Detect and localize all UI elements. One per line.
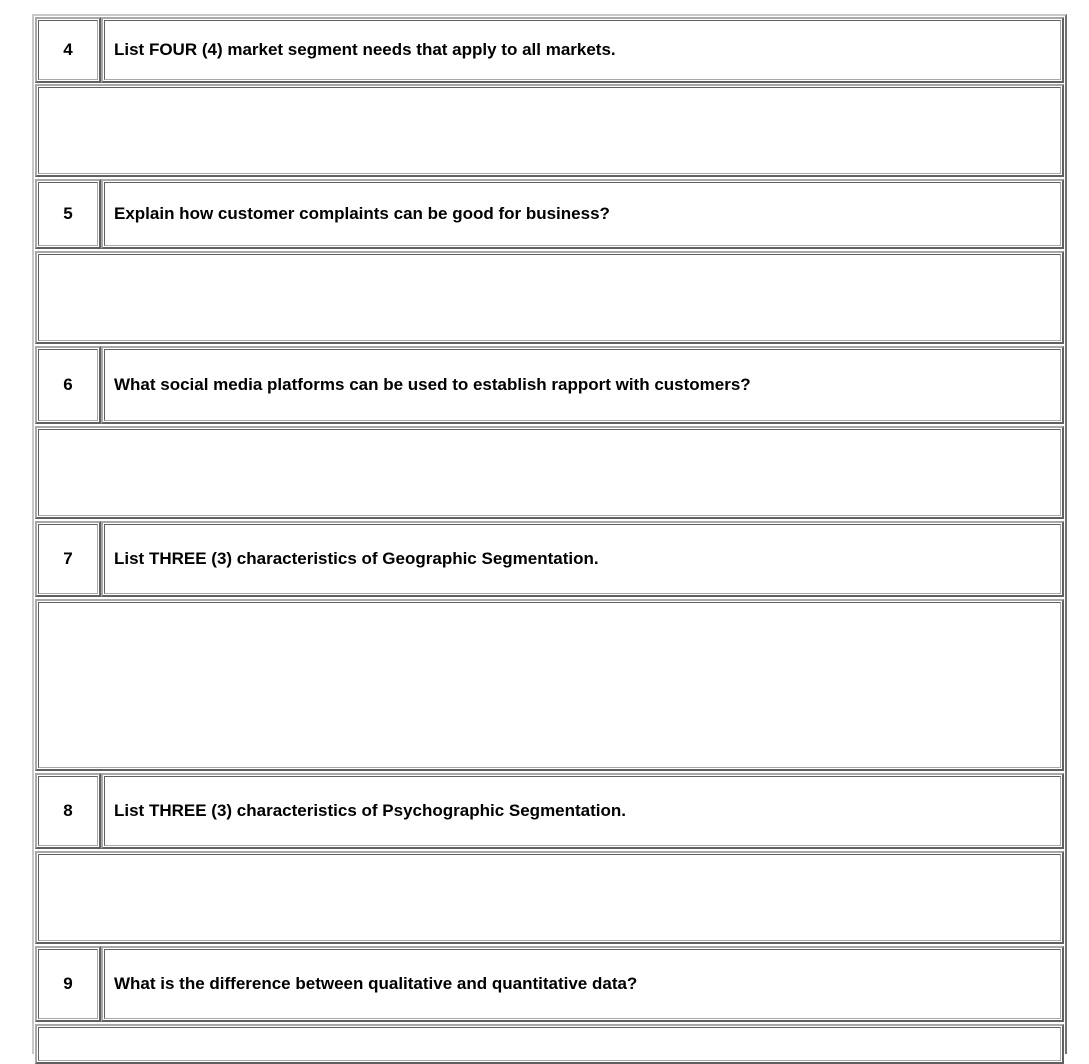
question-text: Explain how customer complaints can be good for business? xyxy=(114,204,610,223)
question-number-cell xyxy=(35,179,101,249)
question-text-cell xyxy=(101,773,1064,849)
question-number: 5 xyxy=(63,204,73,223)
question-number: 6 xyxy=(63,375,73,394)
question-number-cell xyxy=(35,946,101,1022)
question-text: What is the difference between qualitative and quantitative data? xyxy=(114,974,638,993)
question-number: 9 xyxy=(63,974,73,993)
answer-cell[interactable] xyxy=(35,851,1064,944)
question-number-cell xyxy=(35,773,101,849)
question-text-cell xyxy=(101,521,1064,597)
question-text-cell xyxy=(101,946,1064,1022)
question-number-cell xyxy=(35,17,101,83)
question-number: 7 xyxy=(63,549,73,568)
answer-cell[interactable] xyxy=(35,426,1064,519)
answer-cell[interactable] xyxy=(35,599,1064,771)
answer-cell[interactable] xyxy=(35,84,1064,177)
question-text: List THREE (3) characteristics of Psychographic Segmentation. xyxy=(114,801,627,820)
question-text-cell xyxy=(101,179,1064,249)
question-text: What social media platforms can be used to establish rapport with customers? xyxy=(114,375,751,394)
question-text-cell xyxy=(101,346,1064,424)
question-text-cell xyxy=(101,17,1064,83)
answer-cell[interactable] xyxy=(35,1024,1064,1064)
question-text: List THREE (3) characteristics of Geographic Segmentation. xyxy=(114,549,599,568)
question-text: List FOUR (4) market segment needs that apply to all markets. xyxy=(114,40,616,59)
question-number: 4 xyxy=(63,40,73,59)
question-number-cell xyxy=(35,521,101,597)
question-number: 8 xyxy=(63,801,73,820)
question-number-cell xyxy=(35,346,101,424)
answer-cell[interactable] xyxy=(35,251,1064,344)
